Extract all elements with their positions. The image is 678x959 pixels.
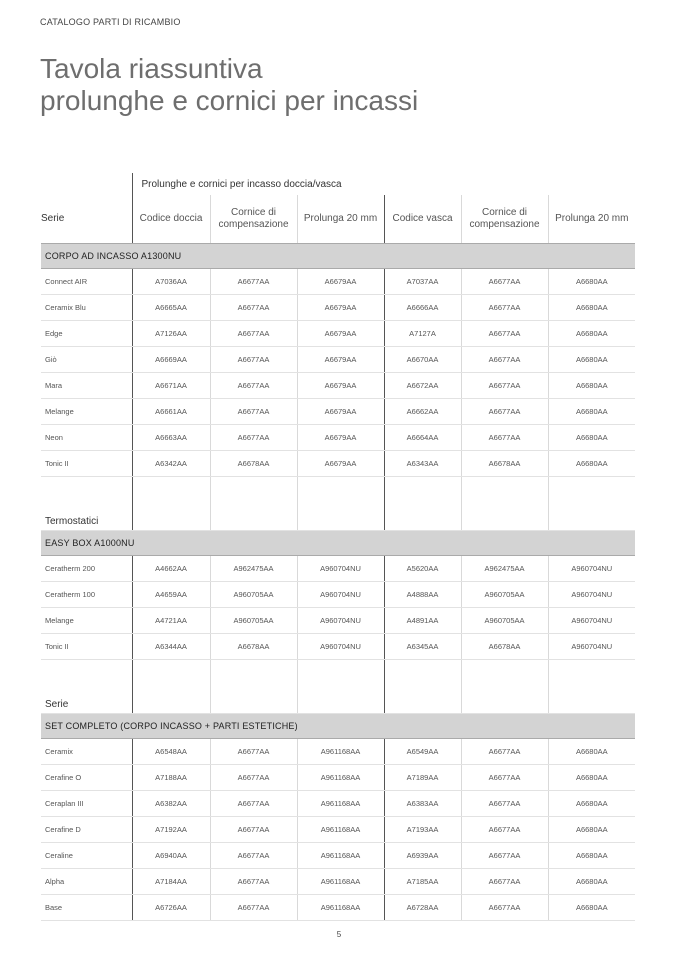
codice-vasca-cell: A6383AA [384, 791, 461, 817]
prolunga-doccia-cell: A961168AA [297, 817, 384, 843]
table-column-headers [41, 195, 635, 244]
row-serie-cell: Ceramix [41, 739, 132, 765]
cornice-vasca-cell: A6677AA [461, 321, 548, 347]
codice-vasca-cell: A7037AA [384, 269, 461, 295]
cornice-vasca-cell: A6677AA [461, 817, 548, 843]
prolunga-vasca-cell: A6680AA [548, 843, 635, 869]
group-label: Prolunghe e cornici per incasso doccia/vasca [132, 173, 635, 195]
codice-doccia-cell: A7036AA [132, 269, 210, 295]
cornice-doccia-cell: A6677AA [210, 347, 297, 373]
row-serie-cell: Cerafine O [41, 765, 132, 791]
codice-doccia-cell: A6665AA [132, 295, 210, 321]
table-row [41, 556, 635, 582]
prolunga-vasca-cell: A6680AA [548, 895, 635, 921]
row-serie-cell: Edge [41, 321, 132, 347]
prolunga-vasca-cell: A6680AA [548, 373, 635, 399]
codice-vasca-cell: A6728AA [384, 895, 461, 921]
table-row [41, 608, 635, 634]
codice-vasca-cell: A6549AA [384, 739, 461, 765]
prolunga-vasca-cell: A960704NU [548, 608, 635, 634]
row-serie-cell: Ceraplan III [41, 791, 132, 817]
section-title-set-completo: SET COMPLETO (CORPO INCASSO + PARTI ESTETICHE) [41, 714, 635, 739]
row-serie-cell: Alpha [41, 869, 132, 895]
prolunga-vasca-cell: A6680AA [548, 347, 635, 373]
catalog-header: CATALOGO PARTI DI RICAMBIO [40, 17, 181, 27]
codice-doccia-cell: A7188AA [132, 765, 210, 791]
cornice-doccia-cell: A6677AA [210, 321, 297, 347]
codice-doccia-cell: A4659AA [132, 582, 210, 608]
page-title [40, 53, 418, 117]
cornice-vasca-cell: A6678AA [461, 634, 548, 660]
prolunga-vasca-cell: A960704NU [548, 634, 635, 660]
cornice-doccia-cell: A6677AA [210, 895, 297, 921]
codice-vasca-cell: A5620AA [384, 556, 461, 582]
table-row [41, 321, 635, 347]
cornice-doccia-cell: A6677AA [210, 869, 297, 895]
table-row [41, 451, 635, 477]
codice-vasca-cell: A4891AA [384, 608, 461, 634]
prolunga-vasca-cell: A6680AA [548, 321, 635, 347]
row-serie-cell: Giò [41, 347, 132, 373]
codice-doccia-cell: A6548AA [132, 739, 210, 765]
prolunga-vasca-cell: A960704NU [548, 556, 635, 582]
prolunga-vasca-cell: A960704NU [548, 582, 635, 608]
prolunga-vasca-cell: A6680AA [548, 269, 635, 295]
prolunga-doccia-cell: A6679AA [297, 321, 384, 347]
codice-vasca-cell: A6939AA [384, 843, 461, 869]
table-row [41, 269, 635, 295]
cornice-vasca-cell: A6677AA [461, 739, 548, 765]
cornice-doccia-cell: A6677AA [210, 817, 297, 843]
column-header-codice-doccia: Codice doccia [132, 195, 210, 244]
cornice-vasca-cell: A960705AA [461, 608, 548, 634]
codice-doccia-cell: A6344AA [132, 634, 210, 660]
section-header [41, 244, 635, 269]
column-header-cornice-doccia: Cornice di compensazione [210, 195, 297, 244]
section-header [41, 714, 635, 739]
prolunga-vasca-cell: A6680AA [548, 817, 635, 843]
table-row [41, 765, 635, 791]
codice-vasca-cell: A6670AA [384, 347, 461, 373]
table-row [41, 399, 635, 425]
codice-vasca-cell: A7193AA [384, 817, 461, 843]
prolunga-vasca-cell: A6680AA [548, 791, 635, 817]
prolunga-doccia-cell: A961168AA [297, 791, 384, 817]
codice-vasca-cell: A6672AA [384, 373, 461, 399]
codice-doccia-cell: A6669AA [132, 347, 210, 373]
cornice-vasca-cell: A6677AA [461, 399, 548, 425]
prolunga-doccia-cell: A6679AA [297, 269, 384, 295]
prolunga-vasca-cell: A6680AA [548, 425, 635, 451]
cornice-doccia-cell: A960705AA [210, 608, 297, 634]
prolunga-doccia-cell: A961168AA [297, 869, 384, 895]
cornice-doccia-cell: A6677AA [210, 269, 297, 295]
table-row [41, 347, 635, 373]
row-serie-cell: Ceratherm 200 [41, 556, 132, 582]
table-row [41, 739, 635, 765]
row-serie-cell: Ceraline [41, 843, 132, 869]
section-header [41, 531, 635, 556]
codice-doccia-cell: A6382AA [132, 791, 210, 817]
cornice-vasca-cell: A6677AA [461, 295, 548, 321]
subheading-termostatici: Termostatici [41, 477, 132, 531]
table-row [41, 895, 635, 921]
table-row [41, 843, 635, 869]
prolunga-doccia-cell: A6679AA [297, 347, 384, 373]
codice-vasca-cell: A6343AA [384, 451, 461, 477]
row-serie-cell: Base [41, 895, 132, 921]
table-row [41, 869, 635, 895]
codice-doccia-cell: A6342AA [132, 451, 210, 477]
cornice-doccia-cell: A6677AA [210, 765, 297, 791]
cornice-doccia-cell: A6677AA [210, 843, 297, 869]
table-row [41, 425, 635, 451]
table-row [41, 582, 635, 608]
codice-vasca-cell: A6664AA [384, 425, 461, 451]
codice-doccia-cell: A4721AA [132, 608, 210, 634]
prolunga-doccia-cell: A960704NU [297, 556, 384, 582]
codice-vasca-cell: A7127A [384, 321, 461, 347]
cornice-vasca-cell: A6677AA [461, 425, 548, 451]
table-group-header [41, 173, 635, 195]
page-number: 5 [336, 930, 342, 939]
cornice-vasca-cell: A6677AA [461, 373, 548, 399]
cornice-vasca-cell: A6677AA [461, 869, 548, 895]
prolunga-doccia-cell: A6679AA [297, 425, 384, 451]
cornice-vasca-cell: A6678AA [461, 451, 548, 477]
cornice-doccia-cell: A6677AA [210, 399, 297, 425]
prolunga-vasca-cell: A6680AA [548, 869, 635, 895]
codice-vasca-cell: A7189AA [384, 765, 461, 791]
codice-doccia-cell: A6726AA [132, 895, 210, 921]
section-title-easy-box: EASY BOX A1000NU [41, 531, 635, 556]
codice-doccia-cell: A4662AA [132, 556, 210, 582]
prolunga-vasca-cell: A6680AA [548, 399, 635, 425]
codice-vasca-cell: A4888AA [384, 582, 461, 608]
cornice-vasca-cell: A962475AA [461, 556, 548, 582]
cornice-doccia-cell: A6678AA [210, 634, 297, 660]
codice-doccia-cell: A6663AA [132, 425, 210, 451]
table-row [41, 634, 635, 660]
cornice-doccia-cell: A6678AA [210, 451, 297, 477]
prolunga-doccia-cell: A960704NU [297, 582, 384, 608]
parts-table [41, 173, 635, 921]
row-serie-cell: Ceramix Blu [41, 295, 132, 321]
prolunga-vasca-cell: A6680AA [548, 295, 635, 321]
codice-doccia-cell: A7184AA [132, 869, 210, 895]
codice-vasca-cell: A6662AA [384, 399, 461, 425]
column-header-prolunga-vasca: Prolunga 20 mm [548, 195, 635, 244]
row-serie-cell: Melange [41, 608, 132, 634]
table-row [41, 791, 635, 817]
codice-doccia-cell: A7192AA [132, 817, 210, 843]
column-header-serie: Serie [41, 195, 132, 244]
row-serie-cell: Melange [41, 399, 132, 425]
codice-doccia-cell: A6661AA [132, 399, 210, 425]
prolunga-doccia-cell: A6679AA [297, 295, 384, 321]
table-row [41, 817, 635, 843]
prolunga-doccia-cell: A960704NU [297, 634, 384, 660]
prolunga-doccia-cell: A961168AA [297, 765, 384, 791]
prolunga-doccia-cell: A960704NU [297, 608, 384, 634]
page-title-line-1: Tavola riassuntiva [40, 53, 263, 84]
cornice-vasca-cell: A6677AA [461, 765, 548, 791]
prolunga-vasca-cell: A6680AA [548, 739, 635, 765]
codice-vasca-cell: A7185AA [384, 869, 461, 895]
prolunga-doccia-cell: A961168AA [297, 843, 384, 869]
prolunga-doccia-cell: A6679AA [297, 399, 384, 425]
row-serie-cell: Tonic II [41, 451, 132, 477]
column-header-prolunga-doccia: Prolunga 20 mm [297, 195, 384, 244]
row-serie-cell: Connect AIR [41, 269, 132, 295]
row-serie-cell: Tonic II [41, 634, 132, 660]
cornice-doccia-cell: A960705AA [210, 582, 297, 608]
table-row [41, 373, 635, 399]
codice-doccia-cell: A6671AA [132, 373, 210, 399]
row-serie-cell: Cerafine D [41, 817, 132, 843]
cornice-vasca-cell: A960705AA [461, 582, 548, 608]
spacer-row [41, 477, 635, 531]
codice-vasca-cell: A6666AA [384, 295, 461, 321]
cornice-vasca-cell: A6677AA [461, 843, 548, 869]
cornice-vasca-cell: A6677AA [461, 895, 548, 921]
row-serie-cell: Ceratherm 100 [41, 582, 132, 608]
page-title-line-2: prolunghe e cornici per incassi [40, 85, 419, 116]
row-serie-cell: Neon [41, 425, 132, 451]
spacer-row [41, 660, 635, 714]
cornice-doccia-cell: A962475AA [210, 556, 297, 582]
cornice-vasca-cell: A6677AA [461, 269, 548, 295]
codice-vasca-cell: A6345AA [384, 634, 461, 660]
subheading-serie: Serie [41, 660, 132, 714]
prolunga-doccia-cell: A6679AA [297, 373, 384, 399]
cornice-doccia-cell: A6677AA [210, 295, 297, 321]
prolunga-doccia-cell: A961168AA [297, 739, 384, 765]
codice-doccia-cell: A6940AA [132, 843, 210, 869]
cornice-vasca-cell: A6677AA [461, 347, 548, 373]
prolunga-doccia-cell: A961168AA [297, 895, 384, 921]
column-header-codice-vasca: Codice vasca [384, 195, 461, 244]
column-header-cornice-vasca: Cornice di compensazione [461, 195, 548, 244]
cornice-vasca-cell: A6677AA [461, 791, 548, 817]
cornice-doccia-cell: A6677AA [210, 373, 297, 399]
cornice-doccia-cell: A6677AA [210, 739, 297, 765]
table-row [41, 295, 635, 321]
cornice-doccia-cell: A6677AA [210, 791, 297, 817]
section-title-corpo-incasso: CORPO AD INCASSO A1300NU [41, 244, 635, 269]
row-serie-cell: Mara [41, 373, 132, 399]
codice-doccia-cell: A7126AA [132, 321, 210, 347]
cornice-doccia-cell: A6677AA [210, 425, 297, 451]
prolunga-vasca-cell: A6680AA [548, 451, 635, 477]
prolunga-vasca-cell: A6680AA [548, 765, 635, 791]
prolunga-doccia-cell: A6679AA [297, 451, 384, 477]
